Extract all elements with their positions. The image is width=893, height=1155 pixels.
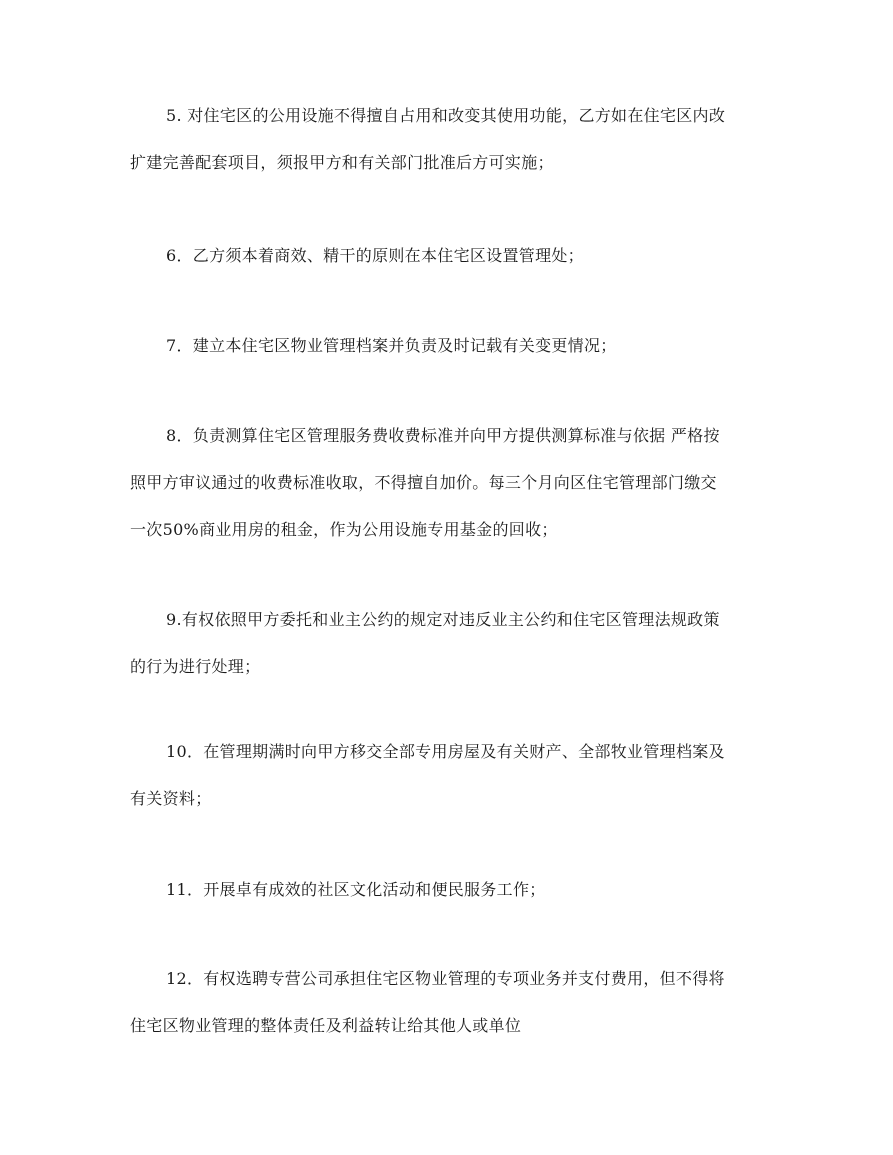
clause-line: 7．建立本住宅区物业管理档案并负责及时记载有关变更情况；	[166, 336, 617, 355]
clause-line: 6．乙方须本着商效、精干的原则在本住宅区设置管理处；	[166, 246, 584, 265]
clause-9	[130, 596, 770, 690]
clause-6	[130, 232, 770, 279]
clause-line: 12．有权选聘专营公司承担住宅区物业管理的专项业务并支付费用，但不得将	[166, 969, 725, 988]
clause-line: 住宅区物业管理的整体责任及利益转让给其他人或单位	[130, 1016, 522, 1035]
clause-5	[130, 92, 770, 186]
clause-11	[130, 866, 770, 913]
clause-line: 11．开展卓有成效的社区文化活动和便民服务工作；	[166, 880, 546, 899]
clause-12	[130, 955, 770, 1049]
clause-8	[130, 412, 770, 553]
clause-line: 扩建完善配套项目，须报甲方和有关部门批准后方可实施；	[130, 153, 554, 172]
clause-line: 8．负责测算住宅区管理服务费收费标准并向甲方提供测算标准与依据 严格按	[166, 426, 720, 445]
clause-7	[130, 322, 770, 369]
clause-line: 有关资料；	[130, 789, 212, 808]
clause-line: 5. 对住宅区的公用设施不得擅自占用和改变其使用功能，乙方如在住宅区内改	[166, 106, 726, 125]
clause-line: 一次50%商业用房的租金，作为公用设施专用基金的回收；	[130, 520, 558, 539]
clause-10	[130, 728, 770, 822]
clause-line: 9.有权依照甲方委托和业主公约的规定对违反业主公约和住宅区管理法规政策	[166, 610, 720, 629]
clause-line: 10．在管理期满时向甲方移交全部专用房屋及有关财产、全部牧业管理档案及	[166, 742, 725, 761]
clause-line: 照甲方审议通过的收费标准收取，不得擅自加价。每三个月向区住宅管理部门缴交	[130, 473, 717, 492]
clause-line: 的行为进行处理；	[130, 657, 261, 676]
